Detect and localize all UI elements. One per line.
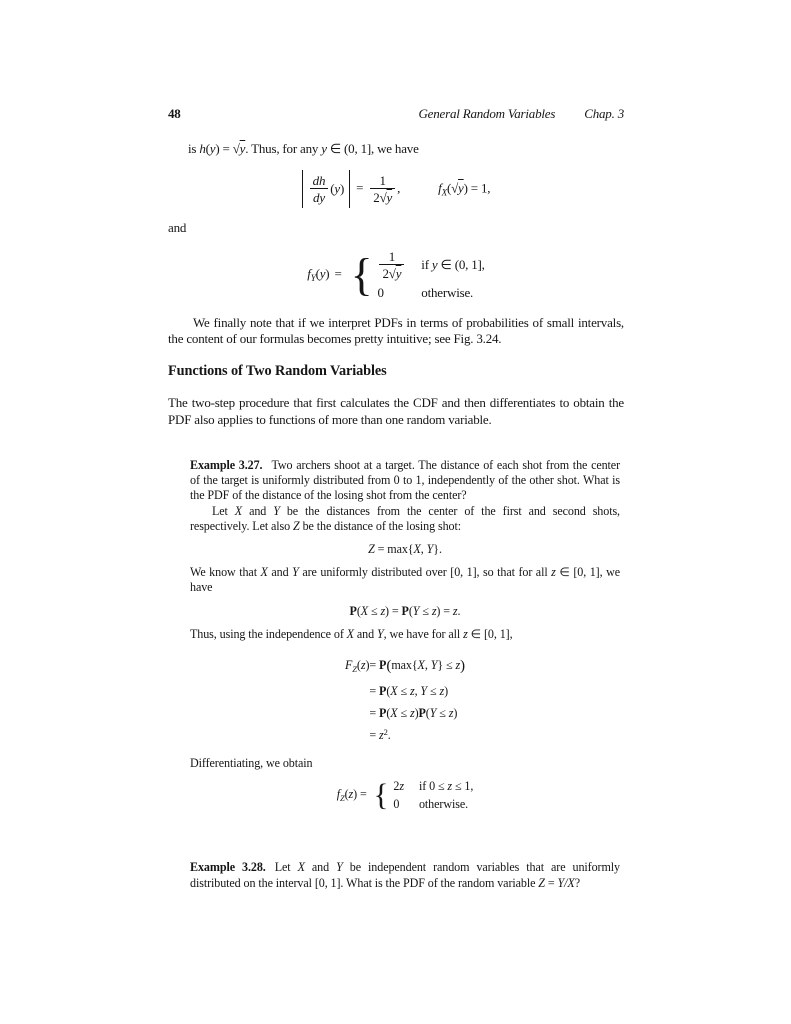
radical-sign: √ <box>451 180 459 196</box>
equals-sign: = <box>334 265 342 281</box>
case-value: 0 <box>393 797 400 812</box>
intro-line: is h(y) = √y. Thus, for any y ∈ (0, 1], we have <box>188 141 419 157</box>
radicand: y <box>458 180 464 196</box>
example-intro-text: Let X and Y be independent random variables that are uniformly distributed on the interval [0, 1]. What is the PDF of the random variable Z = Y/X? <box>190 860 620 890</box>
cases-construct <box>351 249 485 301</box>
example-thus-paragraph: Thus, using the independence of X and Y, we have for all z ∈ [0, 1], <box>190 626 513 641</box>
fraction-numerator: 1 <box>379 172 386 188</box>
example-intro <box>190 860 620 890</box>
fraction-denominator: dy <box>310 188 328 205</box>
chapter-label: Chap. 3 <box>584 106 624 121</box>
fraction-denominator: 2√y <box>370 188 395 205</box>
absolute-value-bars <box>302 170 350 209</box>
cases-brace: { <box>373 777 389 813</box>
fz-lhs: $f_Z(z)$ = <box>336 787 370 804</box>
case-value: 0 <box>377 284 384 300</box>
equation-prob-z: P(X ≤ z) = P(Y ≤ z) = z. <box>349 603 461 618</box>
cases-brace: { <box>350 248 373 300</box>
case-condition: if 0 ≤ z ≤ 1, <box>418 778 474 793</box>
example-know-paragraph: We know that X and Y are uniformly distributed over [0, 1], so that for all z ∈ [0, 1], we have <box>190 565 620 595</box>
derivation-rhs: = P(X ≤ z)P(Y ≤ z) <box>369 705 458 720</box>
page-header <box>168 106 624 122</box>
running-title: General Random Variables <box>418 106 556 121</box>
equals-sign: = <box>356 180 364 196</box>
equation-z-max: Z = max{X, Y}. <box>368 541 442 556</box>
equation-fz-cases <box>190 779 620 812</box>
derivation-line <box>345 724 465 746</box>
derivation-line <box>345 702 465 724</box>
radicand: y <box>395 266 402 282</box>
example-intro <box>190 458 620 504</box>
derivation-rhs: = P(max{X, Y} ≤ z) <box>369 657 466 674</box>
case-condition: if y ∈ (0, 1], <box>421 257 485 272</box>
case-condition: otherwise. <box>418 797 469 812</box>
cases-grid <box>377 249 484 301</box>
page-number: 48 <box>168 106 181 121</box>
argument: (y) <box>330 180 345 196</box>
equation-fy-cases <box>168 249 624 301</box>
fx-symbol: f <box>438 180 442 196</box>
example-label: Example 3.27. <box>190 457 263 472</box>
example-3-28 <box>190 860 620 890</box>
derivation-lhs: $F_Z(z)$ <box>344 657 370 674</box>
and-connector: and <box>168 220 187 236</box>
inverse-sqrt-fraction: $\frac{1}{2√y}$ <box>379 249 404 282</box>
example-diff-paragraph: Differentiating, we obtain <box>190 755 313 770</box>
example-setup-paragraph: Let X and Y be the distances from the center of the first and second shots, respectively. Let also Z be the distance of the losing shot: <box>190 503 620 533</box>
fx-subscript: X <box>441 187 447 198</box>
example-intro-text: Two archers shoot at a target. The distance of each shot from the center of the target is uniformly distributed from 0 to 1, independently of the other shot. What is the PDF of the distance of the losing shot from the center? <box>190 457 621 503</box>
section-heading: Functions of Two Random Variables <box>168 362 387 379</box>
fy-lhs: $f_Y(y)$ = <box>307 265 342 283</box>
example-3-27 <box>190 458 620 812</box>
radical-sign: √ <box>388 266 396 282</box>
note-paragraph: We finally note that if we interpret PDFs in terms of probabilities of small intervals, the content of our formulas becomes pretty intuitive; see Fig. 3.24. <box>168 314 624 347</box>
cases-grid <box>393 779 473 812</box>
case-condition: otherwise. <box>421 284 474 300</box>
derivation-rhs: = P(X ≤ z, Y ≤ z) <box>369 683 448 698</box>
case-value: 2z <box>393 778 404 793</box>
two-step-paragraph: The two-step procedure that first calculates the CDF and then differentiates to obtain the PDF also applies to functions of more than one random variable. <box>168 395 624 427</box>
derivation-line <box>345 680 465 702</box>
cases-construct <box>374 779 474 812</box>
radicand: y <box>386 190 393 206</box>
equation-derivative-pdf: $\frac{dh}{dy}$ (y) = $\frac{1}{2√y}$ , $f_X(√y) = 1$, <box>168 170 624 209</box>
running-head <box>418 106 624 122</box>
example-label: Example 3.28. <box>190 860 266 875</box>
fraction-numerator: dh <box>312 172 326 188</box>
radical-sign: √ <box>379 190 387 206</box>
cdf-derivation <box>345 652 465 746</box>
derivation-line <box>345 652 465 680</box>
dh-dy-fraction <box>310 173 329 206</box>
inverse-sqrt-fraction <box>370 173 395 206</box>
derivation-rhs: = $z^2$. <box>369 726 391 742</box>
